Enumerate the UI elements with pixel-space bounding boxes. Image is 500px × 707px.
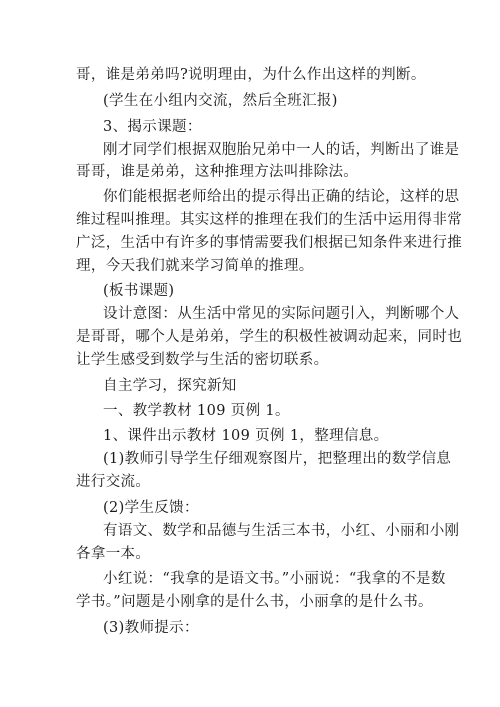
text-line: 设计意图：从生活中常见的实际问题引入，判断哪个人	[103, 306, 460, 322]
text-line: 1、课件出示教材 109 页例 1，整理信息。	[103, 428, 389, 444]
text-line: (2)学生反馈：	[103, 500, 199, 516]
text-line: 广泛，生活中有许多的事情需要我们根据已知条件来进行推	[76, 235, 463, 251]
text-line: 是哥哥，哪个人是弟弟，学生的积极性被调动起来，同时也	[76, 329, 463, 345]
text-line: 一、教学教材 109 页例 1。	[103, 403, 290, 419]
text-line: 3、揭示课题：	[103, 119, 202, 135]
text-line: (板书课题)	[103, 283, 175, 299]
text-line: 刚才同学们根据双胞胎兄弟中一人的话，判断出了谁是	[103, 142, 460, 158]
text-line: 有语文、数学和品德与生活三本书，小红、小丽和小刚	[103, 523, 460, 539]
text-line: 自主学习，探究新知	[103, 378, 237, 394]
text-line: 哥，谁是弟弟吗?说明理由，为什么作出这样的判断。	[76, 67, 426, 83]
text-line: 维过程叫推理。其实这样的推理在我们的生活中运用得非常	[76, 212, 463, 228]
text-line: 学书。”问题是小刚拿的是什么书，小丽拿的是什么书。	[76, 594, 433, 610]
text-line: 进行交流。	[76, 474, 151, 490]
text-line: 你们能根据老师给出的提示得出正确的结论，这样的思	[103, 189, 460, 205]
text-line: 各拿一本。	[76, 546, 151, 562]
text-line: 让学生感受到数学与生活的密切联系。	[76, 352, 329, 368]
text-line: (学生在小组内交流，然后全班汇报)	[103, 93, 338, 109]
text-line: (1)教师引导学生仔细观察图片，把整理出的数学信息	[103, 451, 452, 467]
text-line: 小红说：“我拿的是语文书。”小丽说：“我拿的不是数	[103, 571, 446, 587]
text-line: 哥哥，谁是弟弟，这种推理方法叫排除法。	[76, 164, 359, 180]
text-line: 理，今天我们就来学习简单的推理。	[76, 258, 314, 274]
text-line: (3)教师提示：	[103, 620, 199, 636]
